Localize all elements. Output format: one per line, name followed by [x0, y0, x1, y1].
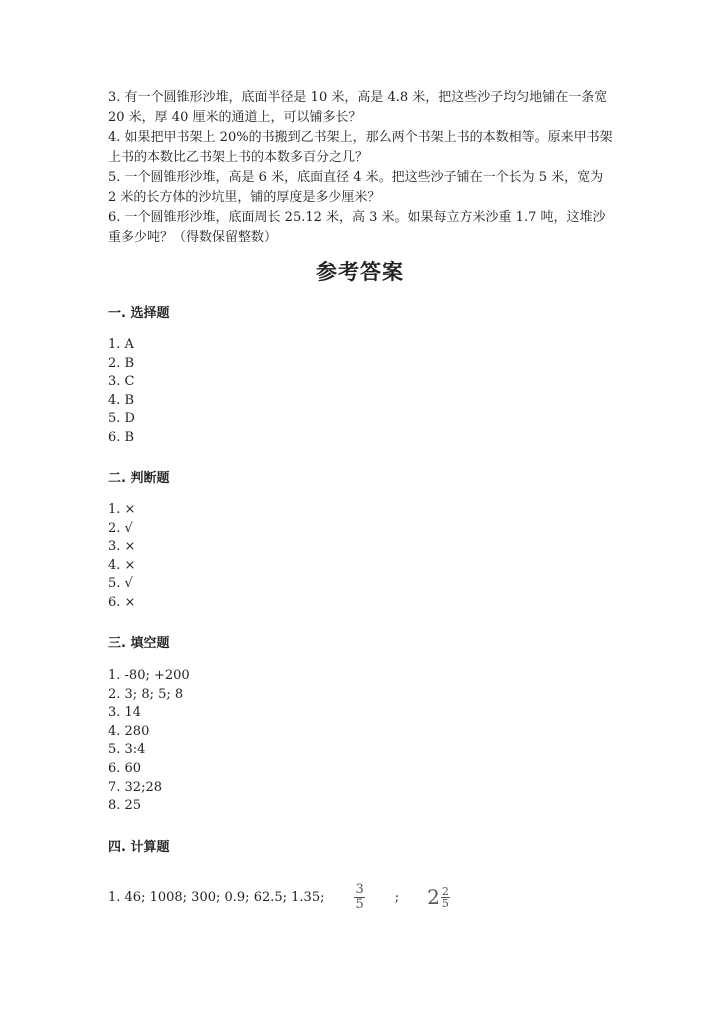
- list-item: 5. 3:4: [108, 742, 146, 758]
- problem-6: 6. 一个圆锥形沙堆，底面周长 25.12 米，高 3 米。如果每立方米沙重 1.7 吨，这堆沙重多少吨？（得数保留整数）: [108, 210, 606, 245]
- list-item: 5. D: [108, 411, 135, 427]
- fraction-denominator: 5: [355, 896, 364, 912]
- fraction-numerator: 3: [355, 881, 364, 897]
- list-item: 1. A: [108, 337, 134, 352]
- problem-3: 3. 有一个圆锥形沙堆，底面半径是 10 米，高是 4.8 米，把这些沙子均匀地铺在一条宽 20 米，厚 40 厘米的通道上，可以铺多长？: [108, 90, 608, 125]
- judge-answer-list: [108, 501, 135, 613]
- choice-answer-list: [108, 336, 135, 448]
- section-title-judge: 二. 判断题: [108, 471, 170, 486]
- problem-list: [108, 88, 613, 248]
- section-title-choice: 一. 选择题: [108, 306, 170, 321]
- list-item: 3. ×: [108, 539, 136, 555]
- list-item: 8. 25: [108, 798, 142, 814]
- list-item: 6. B: [108, 429, 135, 445]
- list-item: 1. -80; +200: [108, 668, 190, 683]
- list-item: 5. √: [108, 576, 133, 592]
- list-item: 2. 3; 8; 5; 8: [108, 686, 184, 702]
- list-item: 2. B: [108, 355, 135, 371]
- mixed-denominator: 5: [441, 896, 449, 910]
- calc-answer-row: [108, 880, 450, 914]
- list-item: 6. 60: [108, 760, 142, 776]
- mixed-fraction: [441, 886, 450, 909]
- list-item: 4. 280: [108, 723, 150, 739]
- mixed-whole: 2: [427, 885, 440, 909]
- list-item: 3. 14: [108, 705, 142, 721]
- calc-separator: ;: [394, 889, 400, 905]
- fraction-three-fifths: [354, 883, 364, 912]
- mixed-numerator: 2: [441, 884, 449, 898]
- calc-answer-values: 1. 46; 1008; 300; 0.9; 62.5; 1.35;: [108, 889, 325, 905]
- section-title-calc: 四. 计算题: [108, 840, 170, 855]
- mixed-number-two-and-two-fifths: [427, 885, 450, 909]
- list-item: 6. ×: [108, 594, 136, 610]
- section-title-fill: 三. 填空题: [108, 636, 170, 651]
- fill-answer-list: [108, 667, 190, 816]
- list-item: 4. ×: [108, 557, 136, 573]
- list-item: 1. ×: [108, 502, 136, 517]
- list-item: 3. C: [108, 374, 135, 390]
- answer-key-title: 参考答案: [316, 259, 404, 284]
- list-item: 7. 32;28: [108, 779, 162, 795]
- list-item: 2. √: [108, 520, 133, 536]
- list-item: 4. B: [108, 392, 135, 408]
- problem-4: 4. 如果把甲书架上 20%的书搬到乙书架上，那么两个书架上书的本数相等。原来甲书架上书的本数比乙书架上书的本数多百分之几？: [108, 130, 613, 165]
- problem-5: 5. 一个圆锥形沙堆，高是 6 米，底面直径 4 米。把这些沙子铺在一个长为 5 米，宽为 2 米的长方体的沙坑里，铺的厚度是多少厘米？: [108, 170, 604, 205]
